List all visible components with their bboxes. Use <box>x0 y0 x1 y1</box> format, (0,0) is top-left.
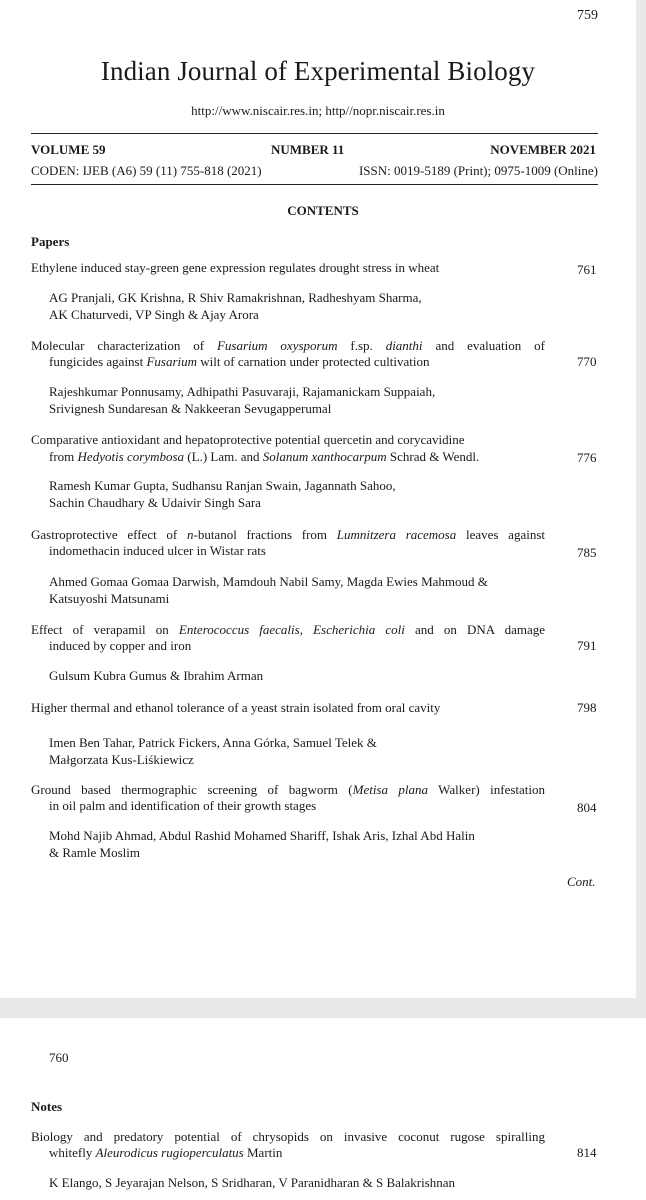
article-authors: AG Pranjali, GK Krishna, R Shiv Ramakrishnan, Radheshyam Sharma, AK Chaturvedi, VP Singh & Ajay Arora <box>49 290 422 322</box>
article-authors: Imen Ben Tahar, Patrick Fickers, Anna Górka, Samuel Telek & Małgorzata Kus-Liśkiewicz <box>49 735 377 767</box>
section-heading-papers: Papers <box>31 234 70 249</box>
coden: CODEN: IJEB (A6) 59 (11) 755-818 (2021) <box>31 163 262 178</box>
article-authors: Gulsum Kubra Gumus & Ibrahim Arman <box>49 668 264 683</box>
article-page: 776 <box>577 450 597 465</box>
page-760 <box>0 1018 646 1200</box>
journal-title: Indian Journal of Experimental Biology <box>100 56 536 86</box>
article-page: 798 <box>577 700 597 715</box>
contents-heading: CONTENTS <box>287 203 359 218</box>
article-title: Ground based thermographic screening of bagworm (Metisa plana Walker) infestation <box>31 782 546 797</box>
header-rule-top <box>31 133 598 134</box>
note-authors: K Elango, S Jeyarajan Nelson, S Sridharan, V Paranidharan & S Balakrishnan <box>49 1175 456 1190</box>
article-title: Higher thermal and ethanol tolerance of a yeast strain isolated from oral cavity <box>31 700 441 715</box>
article-authors: Mohd Najib Ahmad, Abdul Rashid Mohamed Shariff, Ishak Aris, Izhal Abd Halin & Ramle Moslim <box>49 828 475 860</box>
article-title-cont: in oil palm and identification of their growth stages <box>49 798 317 813</box>
issn: ISSN: 0019-5189 (Print); 0975-1009 (Online) <box>358 163 598 178</box>
article-authors: Rajeshkumar Ponnusamy, Adhipathi Pasuvaraji, Rajamanickam Suppaiah, Srivignesh Sundaresan & Nakkeeran Sevugapperumal <box>49 384 436 416</box>
article-page: 804 <box>577 800 597 815</box>
article-page: 785 <box>577 545 597 560</box>
article-authors: Ramesh Kumar Gupta, Sudhansu Ranjan Swain, Jagannath Sahoo, Sachin Chaudhary & Udaivir Singh Sara <box>49 478 396 510</box>
page-number: 759 <box>577 8 598 23</box>
section-heading-notes: Notes <box>31 1099 63 1114</box>
volume: VOLUME 59 <box>31 142 106 157</box>
article-page: 761 <box>577 262 597 277</box>
issue-date: NOVEMBER 2021 <box>490 142 596 157</box>
continued-note: Cont. <box>567 874 596 889</box>
article-title-cont: indomethacin induced ulcer in Wistar rats <box>49 543 266 558</box>
article-title: Comparative antioxidant and hepatoprotective potential quercetin and corycavidine from Hedyotis corymbosa (L.) Lam. and Solanum xanthocarpum Schrad & Wendl. <box>31 432 480 464</box>
journal-urls: http://www.niscair.res.in; http//nopr.niscair.res.in <box>191 103 445 118</box>
article-title: Molecular characterization of Fusarium oxysporum f.sp. dianthi and evaluation of <box>31 338 545 353</box>
header-rule-bottom <box>31 184 598 185</box>
article-title: Ethylene induced stay-green gene expression regulates drought stress in wheat <box>31 260 440 275</box>
article-title: Effect of verapamil on Enterococcus faecalis, Escherichia coli and on DNA damage <box>31 622 546 637</box>
article-page: 770 <box>577 354 597 369</box>
note-title-cont: whitefly Aleurodicus rugioperculatus Martin <box>49 1145 283 1160</box>
article-title-cont: fungicides against Fusarium wilt of carnation under protected cultivation <box>49 354 430 369</box>
article-title: Gastroprotective effect of n-butanol fractions from Lumnitzera racemosa leaves against <box>31 527 546 542</box>
issue-number: NUMBER 11 <box>271 142 345 157</box>
article-page: 791 <box>577 638 597 653</box>
article-title-cont: induced by copper and iron <box>49 638 192 653</box>
page-number: 760 <box>49 1050 69 1065</box>
note-page: 814 <box>577 1145 597 1160</box>
note-title: Biology and predatory potential of chrysopids on invasive coconut rugose spiralling <box>31 1129 545 1144</box>
article-authors: Ahmed Gomaa Gomaa Darwish, Mamdouh Nabil Samy, Magda Ewies Mahmoud & Katsuyoshi Matsunami <box>49 574 488 606</box>
